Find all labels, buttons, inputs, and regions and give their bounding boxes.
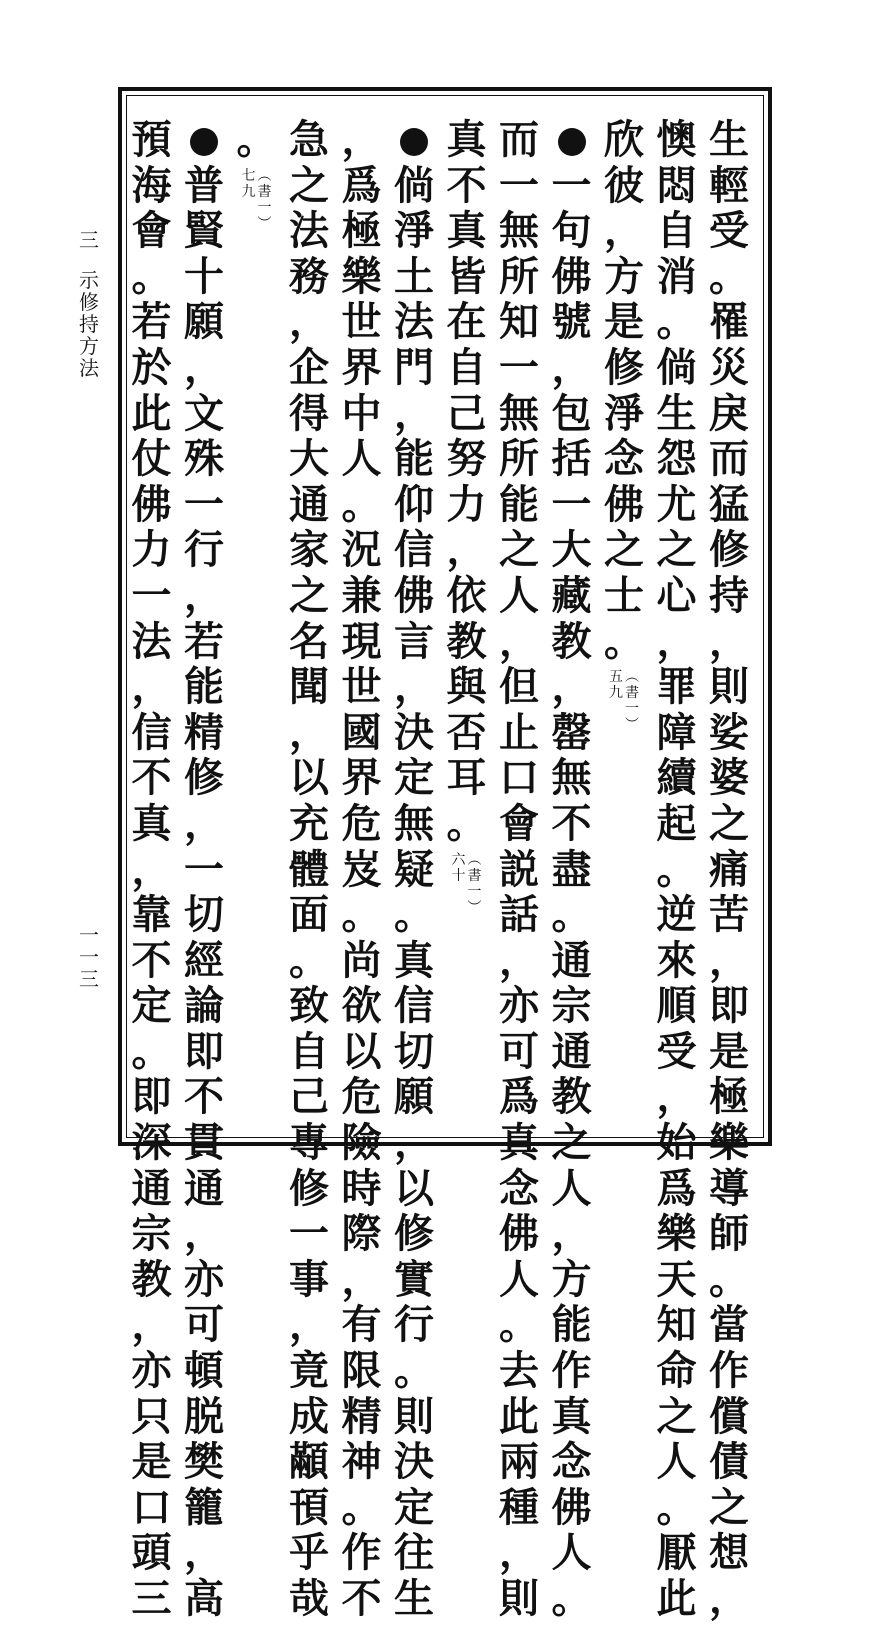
source-note: ︵ 書 一 ︶ 七 九 bbox=[241, 167, 272, 232]
column-text: 而 一 無 所 知 一 無 所 能 之 人 ， 但 止 口 會 説 話 ， 亦 可 爲 真 念 佛 人 。 去 此 兩 種 ， 則 bbox=[499, 116, 539, 1622]
column-text: 生 輕 受 。 罹 災 戾 而 猛 修 持 ， 則 娑 婆 之 痛 苦 ， 即 是 極 樂 導 師 。 當 作 償 債 之 想 ， bbox=[709, 116, 749, 1622]
text-column bbox=[128, 116, 176, 1625]
column-text: 倘 淨 土 法 門 ， 能 仰 信 佛 言 ， 決 定 無 疑 。 真 信 切 願 ， 以 修 實 行 。 則 決 定 往 生 bbox=[394, 161, 434, 1622]
text-column bbox=[548, 120, 596, 1625]
bullet-icon bbox=[190, 128, 218, 156]
column-text: 。 bbox=[236, 116, 277, 163]
text-column bbox=[233, 116, 281, 232]
column-text: 欣 彼 ， 方 是 修 淨 念 佛 之 士 。 bbox=[604, 116, 644, 665]
text-column bbox=[600, 116, 648, 734]
text-column bbox=[285, 116, 333, 1625]
column-text: 一 句 佛 號 ， 包 括 一 大 藏 教 ， 罄 無 不 盡 。 通 宗 通 教 之 人 ， 方 能 作 真 念 佛 人 。 bbox=[551, 161, 592, 1622]
text-column bbox=[653, 116, 701, 1625]
running-head-chapter: 三 示 修 持 方 法 bbox=[79, 228, 99, 380]
text-column bbox=[705, 116, 753, 1625]
source-note: ︵ 書 一 ︶ 五 九 bbox=[609, 669, 639, 734]
text-column bbox=[390, 120, 438, 1625]
bullet-icon bbox=[558, 128, 586, 156]
text-column bbox=[180, 120, 228, 1625]
column-text: 懊 悶 自 消 。 倘 生 怨 尤 之 心 ， 罪 障 續 起 。 逆 來 順 受 ， 始 爲 樂 天 知 命 之 人 。 厭 此 bbox=[656, 116, 697, 1622]
text-column bbox=[443, 116, 491, 916]
text-column bbox=[495, 116, 543, 1625]
column-text: ， 爲 極 樂 世 界 中 人 。 況 兼 現 世 國 界 危 岌 。 尚 欲 以 危 險 時 際 ， 有 限 精 神 。 作 不 bbox=[341, 116, 382, 1622]
bullet-icon bbox=[400, 128, 428, 156]
column-text: 真 不 真 皆 在 自 己 努 力 ， 依 教 與 否 耳 。 bbox=[446, 116, 487, 847]
column-text: 預 海 會 。 若 於 此 仗 佛 力 一 法 ， 信 不 真 ， 靠 不 定 。 即 深 通 宗 教 ， 亦 只 是 口 頭 三 bbox=[131, 116, 172, 1622]
source-note: ︵ 書 一 ︶ 六 十 bbox=[451, 851, 482, 916]
column-text: 急 之 法 務 ， 企 得 大 通 家 之 名 聞 ， 以 充 體 面 。 致 自 己 專 修 一 事 ， 竟 成 顢 頇 乎 哉 bbox=[289, 116, 329, 1622]
text-column bbox=[338, 116, 386, 1625]
column-text: 普 賢 十 願 ， 文 殊 一 行 ， 若 能 精 修 ， 一 切 經 論 即 不 貫 通 ， 亦 可 頓 脱 樊 籠 ， 高 bbox=[184, 161, 224, 1622]
page-number: 一 一 三 bbox=[79, 923, 99, 991]
